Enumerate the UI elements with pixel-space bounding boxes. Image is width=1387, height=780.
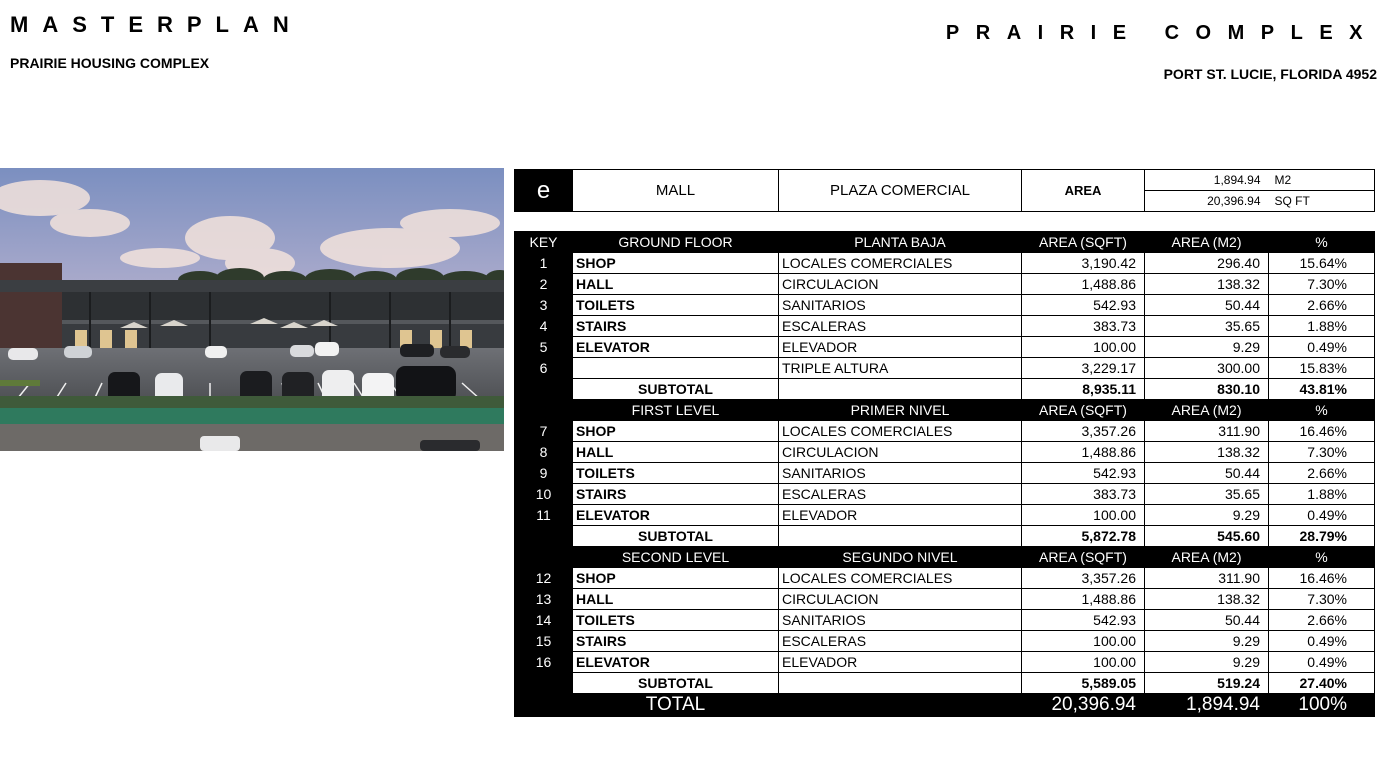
- table-row: [515, 484, 1375, 505]
- row-name-es: ESCALERAS: [779, 316, 1022, 337]
- subtotal-row: [515, 379, 1375, 400]
- section-name-en: FIRST LEVEL: [573, 400, 779, 421]
- subtotal-area-sqft: 8,935.11: [1022, 379, 1145, 400]
- table-row: [515, 610, 1375, 631]
- row-key: 9: [515, 463, 573, 484]
- row-name-es: SANITARIOS: [779, 295, 1022, 316]
- section-header-row: [515, 400, 1375, 421]
- subtotal-area-m2: 830.10: [1145, 379, 1269, 400]
- row-area-m2: 138.32: [1145, 589, 1269, 610]
- project-subtitle: PRAIRIE HOUSING COMPLEX: [10, 55, 210, 71]
- row-name-en: HALL: [573, 442, 779, 463]
- mall-rendering-svg: [0, 168, 504, 451]
- row-key: 14: [515, 610, 573, 631]
- row-key: 3: [515, 295, 573, 316]
- table-row: [515, 316, 1375, 337]
- row-key: 13: [515, 589, 573, 610]
- row-area-m2: 300.00: [1145, 358, 1269, 379]
- row-pct: 0.49%: [1269, 337, 1375, 358]
- sqft-column-header: AREA (SQFT): [1022, 400, 1145, 421]
- row-key-blank: [515, 526, 573, 547]
- row-name-en: TOILETS: [573, 463, 779, 484]
- subtotal-label: SUBTOTAL: [573, 379, 779, 400]
- table-row: [515, 568, 1375, 589]
- subtotal-area-m2: 519.24: [1145, 673, 1269, 694]
- mall-summary-box: [514, 169, 1374, 211]
- table-row: [515, 337, 1375, 358]
- building-name-en: MALL: [573, 170, 779, 212]
- section-name-es: SEGUNDO NIVEL: [779, 547, 1022, 568]
- subtotal-area-sqft: 5,872.78: [1022, 526, 1145, 547]
- area-m2-value: 1,894.94: [1145, 170, 1269, 191]
- row-key: 7: [515, 421, 573, 442]
- row-key: 15: [515, 631, 573, 652]
- row-name-es: LOCALES COMERCIALES: [779, 568, 1022, 589]
- row-name-es: LOCALES COMERCIALES: [779, 253, 1022, 274]
- location-address: PORT ST. LUCIE, FLORIDA 4952: [1163, 66, 1377, 82]
- row-pct: 2.66%: [1269, 295, 1375, 316]
- row-area-sqft: 383.73: [1022, 484, 1145, 505]
- area-m2-unit: M2: [1269, 170, 1375, 191]
- row-area-sqft: 1,488.86: [1022, 442, 1145, 463]
- row-key: 10: [515, 484, 573, 505]
- section-header-row: [515, 547, 1375, 568]
- subtotal-pct: 43.81%: [1269, 379, 1375, 400]
- row-pct: 7.30%: [1269, 274, 1375, 295]
- row-name-es: ELEVADOR: [779, 337, 1022, 358]
- row-area-m2: 9.29: [1145, 631, 1269, 652]
- section-name-es: PRIMER NIVEL: [779, 400, 1022, 421]
- table-row: [515, 421, 1375, 442]
- table-row: [515, 631, 1375, 652]
- row-pct: 1.88%: [1269, 316, 1375, 337]
- page-title: MASTERPLAN: [10, 12, 303, 37]
- row-name-es: ELEVADOR: [779, 505, 1022, 526]
- row-area-sqft: 100.00: [1022, 505, 1145, 526]
- table-row: [515, 253, 1375, 274]
- total-pct: 100%: [1269, 694, 1375, 717]
- total-key-blank: [515, 694, 573, 717]
- table-row: [515, 358, 1375, 379]
- row-key-blank: [515, 379, 573, 400]
- total-row: [515, 694, 1375, 717]
- row-key: 5: [515, 337, 573, 358]
- row-pct: 7.30%: [1269, 589, 1375, 610]
- row-area-m2: 50.44: [1145, 295, 1269, 316]
- row-name-en: SHOP: [573, 421, 779, 442]
- row-name-en: HALL: [573, 589, 779, 610]
- row-area-m2: 138.32: [1145, 274, 1269, 295]
- row-pct: 16.46%: [1269, 421, 1375, 442]
- sqft-column-header: AREA (SQFT): [1022, 547, 1145, 568]
- total-blank: [779, 694, 1022, 717]
- row-area-sqft: 542.93: [1022, 610, 1145, 631]
- row-area-m2: 9.29: [1145, 652, 1269, 673]
- subtotal-area-sqft: 5,589.05: [1022, 673, 1145, 694]
- row-name-en: HALL: [573, 274, 779, 295]
- section-name-en: GROUND FLOOR: [573, 232, 779, 253]
- subtotal-label: SUBTOTAL: [573, 526, 779, 547]
- table-row: [515, 652, 1375, 673]
- row-key: 8: [515, 442, 573, 463]
- area-sqft-unit: SQ FT: [1269, 191, 1375, 212]
- row-area-sqft: 542.93: [1022, 295, 1145, 316]
- row-name-es: TRIPLE ALTURA: [779, 358, 1022, 379]
- row-name-en: STAIRS: [573, 316, 779, 337]
- subtotal-pct: 27.40%: [1269, 673, 1375, 694]
- row-pct: 15.83%: [1269, 358, 1375, 379]
- sqft-column-header: AREA (SQFT): [1022, 232, 1145, 253]
- row-name-en: SHOP: [573, 568, 779, 589]
- row-pct: 2.66%: [1269, 610, 1375, 631]
- complex-title: PRAIRIE COMPLEX: [945, 22, 1379, 44]
- row-area-sqft: 3,229.17: [1022, 358, 1145, 379]
- section-name-es: PLANTA BAJA: [779, 232, 1022, 253]
- subtotal-blank: [779, 526, 1022, 547]
- pct-column-header: %: [1269, 400, 1375, 421]
- row-name-en: STAIRS: [573, 484, 779, 505]
- row-name-en: STAIRS: [573, 631, 779, 652]
- m2-column-header: AREA (M2): [1145, 400, 1269, 421]
- table-row: [515, 463, 1375, 484]
- building-code: e: [515, 170, 573, 212]
- row-area-sqft: 542.93: [1022, 463, 1145, 484]
- total-label: TOTAL: [573, 694, 779, 717]
- row-area-sqft: 1,488.86: [1022, 274, 1145, 295]
- row-name-en: ELEVATOR: [573, 652, 779, 673]
- subtotal-blank: [779, 673, 1022, 694]
- row-name-es: ELEVADOR: [779, 652, 1022, 673]
- row-pct: 7.30%: [1269, 442, 1375, 463]
- section-header-row: [515, 232, 1375, 253]
- row-name-es: CIRCULACION: [779, 442, 1022, 463]
- row-area-m2: 35.65: [1145, 316, 1269, 337]
- subtotal-row: [515, 526, 1375, 547]
- row-name-en: SHOP: [573, 253, 779, 274]
- row-area-sqft: 1,488.86: [1022, 589, 1145, 610]
- area-label: AREA: [1022, 170, 1145, 212]
- subtotal-area-m2: 545.60: [1145, 526, 1269, 547]
- row-name-es: ESCALERAS: [779, 631, 1022, 652]
- subtotal-row: [515, 673, 1375, 694]
- section-name-en: SECOND LEVEL: [573, 547, 779, 568]
- row-area-sqft: 3,357.26: [1022, 421, 1145, 442]
- building-name-es: PLAZA COMERCIAL: [779, 170, 1022, 212]
- row-area-m2: 35.65: [1145, 484, 1269, 505]
- row-pct: 0.49%: [1269, 652, 1375, 673]
- row-key: 6: [515, 358, 573, 379]
- area-breakdown-table: [514, 231, 1375, 717]
- row-name-es: CIRCULACION: [779, 589, 1022, 610]
- row-name-es: SANITARIOS: [779, 610, 1022, 631]
- row-pct: 1.88%: [1269, 484, 1375, 505]
- pct-column-header: %: [1269, 232, 1375, 253]
- table-row: [515, 295, 1375, 316]
- row-key: 1: [515, 253, 573, 274]
- row-key-blank: [515, 673, 573, 694]
- row-name-es: ESCALERAS: [779, 484, 1022, 505]
- area-sqft-value: 20,396.94: [1145, 191, 1269, 212]
- row-area-m2: 311.90: [1145, 421, 1269, 442]
- table-row: [515, 589, 1375, 610]
- total-area-sqft: 20,396.94: [1022, 694, 1145, 717]
- m2-column-header: AREA (M2): [1145, 547, 1269, 568]
- row-key: 16: [515, 652, 573, 673]
- row-key: 2: [515, 274, 573, 295]
- row-area-m2: 50.44: [1145, 463, 1269, 484]
- row-name-en: ELEVATOR: [573, 505, 779, 526]
- row-name-es: SANITARIOS: [779, 463, 1022, 484]
- subtotal-pct: 28.79%: [1269, 526, 1375, 547]
- row-area-sqft: 3,190.42: [1022, 253, 1145, 274]
- row-pct: 2.66%: [1269, 463, 1375, 484]
- subtotal-blank: [779, 379, 1022, 400]
- row-area-m2: 9.29: [1145, 337, 1269, 358]
- row-key: 11: [515, 505, 573, 526]
- key-column-header-blank: [515, 400, 573, 421]
- table-row: [515, 505, 1375, 526]
- row-key: 12: [515, 568, 573, 589]
- m2-column-header: AREA (M2): [1145, 232, 1269, 253]
- row-area-sqft: 100.00: [1022, 337, 1145, 358]
- row-area-m2: 9.29: [1145, 505, 1269, 526]
- row-area-m2: 138.32: [1145, 442, 1269, 463]
- row-pct: 0.49%: [1269, 505, 1375, 526]
- key-column-header: KEY: [515, 232, 573, 253]
- row-pct: 15.64%: [1269, 253, 1375, 274]
- row-area-sqft: 3,357.26: [1022, 568, 1145, 589]
- row-area-m2: 311.90: [1145, 568, 1269, 589]
- table-row: [515, 442, 1375, 463]
- pct-column-header: %: [1269, 547, 1375, 568]
- row-name-es: CIRCULACION: [779, 274, 1022, 295]
- key-column-header-blank: [515, 547, 573, 568]
- row-name-en: [573, 358, 779, 379]
- row-name-en: TOILETS: [573, 610, 779, 631]
- table-row: [515, 274, 1375, 295]
- row-pct: 0.49%: [1269, 631, 1375, 652]
- total-area-m2: 1,894.94: [1145, 694, 1269, 717]
- row-name-en: ELEVATOR: [573, 337, 779, 358]
- row-area-sqft: 100.00: [1022, 652, 1145, 673]
- row-area-sqft: 100.00: [1022, 631, 1145, 652]
- row-area-m2: 296.40: [1145, 253, 1269, 274]
- row-area-m2: 50.44: [1145, 610, 1269, 631]
- row-key: 4: [515, 316, 573, 337]
- mall-rendering-image: [0, 168, 504, 451]
- row-area-sqft: 383.73: [1022, 316, 1145, 337]
- row-pct: 16.46%: [1269, 568, 1375, 589]
- row-name-en: TOILETS: [573, 295, 779, 316]
- row-name-es: LOCALES COMERCIALES: [779, 421, 1022, 442]
- subtotal-label: SUBTOTAL: [573, 673, 779, 694]
